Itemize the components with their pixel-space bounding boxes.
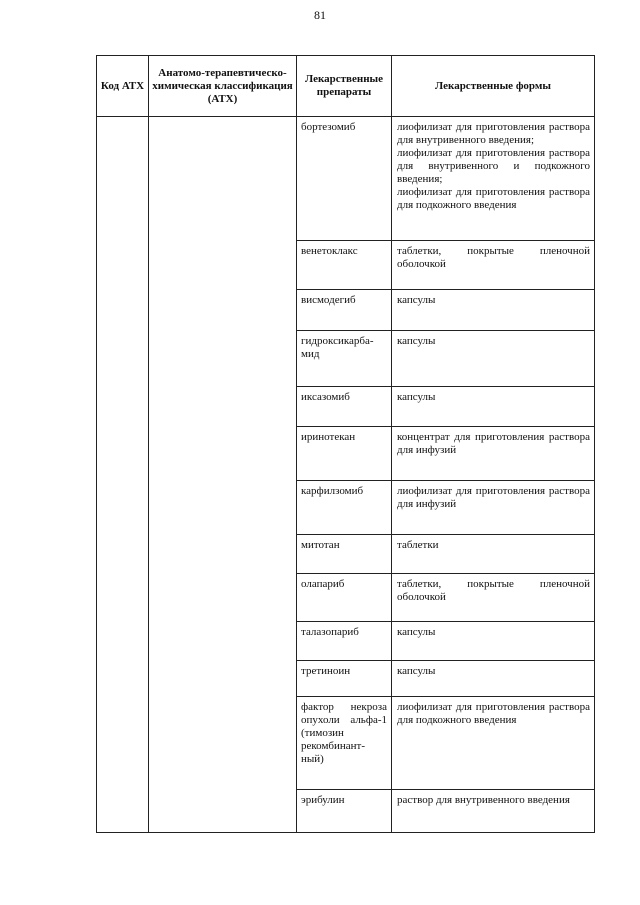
page-number: 81 (314, 8, 326, 22)
header-atc-code: Код АТХ (97, 56, 149, 117)
drug-name: талазопариб (297, 622, 392, 661)
drug-name: иксазомиб (297, 387, 392, 427)
table-row (97, 117, 595, 241)
drug-name: бортезомиб (297, 117, 392, 241)
header-dosage-forms: Лекарственные формы (392, 56, 595, 117)
dosage-form: капсулы (397, 391, 436, 403)
dosage-form: капсулы (397, 335, 436, 347)
header-drugs: Лекарственные препараты (297, 56, 392, 117)
dosage-form-cell (392, 117, 595, 241)
dosage-form: раствор для внутривенного введения (397, 794, 570, 806)
dosage-form-cell (392, 661, 595, 697)
drug-name: висмодегиб (297, 290, 392, 331)
dosage-form-cell (392, 574, 595, 622)
drug-name: гидроксикарба-мид (297, 331, 392, 387)
dosage-form: лиофилизат для приготовления раствора для подкожного введения (397, 186, 590, 211)
drug-name: карфилзомиб (297, 481, 392, 535)
dosage-form-cell (392, 290, 595, 331)
drug-table (96, 55, 595, 833)
dosage-form: капсулы (397, 626, 436, 638)
dosage-form-cell (392, 241, 595, 290)
drug-name: митотан (297, 535, 392, 574)
dosage-form: лиофилизат для приготовления раствора для внутривенного введения; (397, 121, 590, 146)
table-header-row (97, 56, 595, 117)
dosage-form: концентрат для приготовления раствора для инфузий (397, 431, 590, 456)
drug-name: иринотекан (297, 427, 392, 481)
dosage-form: капсулы (397, 294, 436, 306)
drug-name: олапариб (297, 574, 392, 622)
dosage-form: таблетки, покрытые пленочной оболочкой (397, 578, 590, 603)
dosage-form-cell (392, 697, 595, 790)
drug-name: эрибулин (297, 790, 392, 833)
dosage-form-cell (392, 331, 595, 387)
atc-classification-cell (149, 117, 297, 833)
dosage-form-cell (392, 622, 595, 661)
dosage-form: таблетки (397, 539, 439, 551)
dosage-form-cell (392, 535, 595, 574)
dosage-form-cell (392, 481, 595, 535)
dosage-form-cell (392, 790, 595, 833)
drug-name: венетоклакс (297, 241, 392, 290)
dosage-form-cell (392, 427, 595, 481)
dosage-form: таблетки, покрытые пленочной оболочкой (397, 245, 590, 270)
atc-code-cell (97, 117, 149, 833)
drug-name: фактор некроза опухоли альфа-1 (тимозин рекомбинант-ный) (297, 697, 392, 790)
drug-name: третиноин (297, 661, 392, 697)
dosage-form: капсулы (397, 665, 436, 677)
dosage-form: лиофилизат для приготовления раствора для подкожного введения (397, 701, 590, 726)
dosage-form: лиофилизат для приготовления раствора для внутривенного и подкожного введения; (397, 147, 590, 185)
header-atc-classification: Анатомо-терапевтическо-химическая классификация (АТХ) (149, 56, 297, 117)
dosage-form-cell (392, 387, 595, 427)
dosage-form: лиофилизат для приготовления раствора для инфузий (397, 485, 590, 510)
